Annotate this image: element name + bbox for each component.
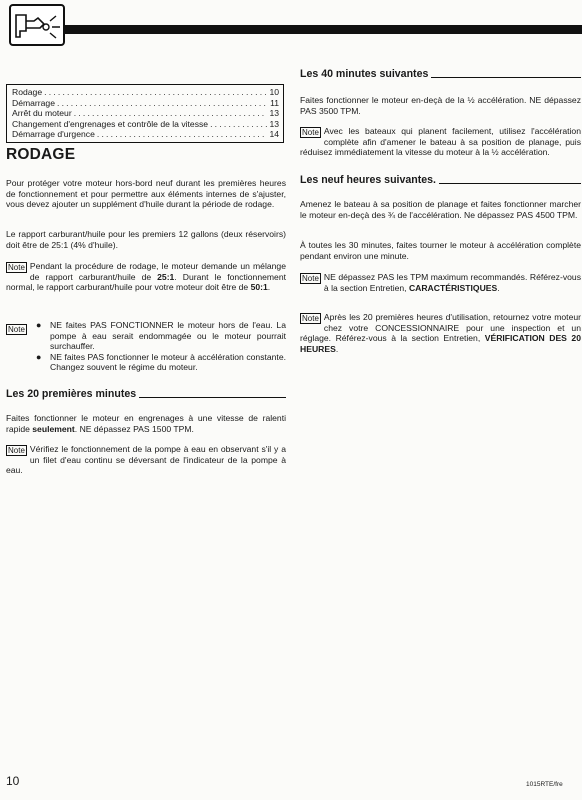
subheading-40min: Les 40 minutes suivantes <box>300 68 581 80</box>
paragraph-9h: Amenez le bateau à sa position de planage et faites fonctionner marcher le moteur en-deçà des ¾ de l'accélération. Ne dépassez PAS 4500 TPM. <box>300 199 581 220</box>
toc-item[interactable]: Changement d'engrenages et contrôle de la vitesse ..... 13 <box>12 119 279 130</box>
note-label: Note <box>302 314 319 323</box>
list-item: ● NE faites PAS FONCTIONNER le moteur hors de l'eau. La pompe à eau serait endommagée ou le moteur pourrait surchauffer. <box>36 320 286 352</box>
note-water-pump: Note Vérifiez le fonctionnement de la pompe à eau en observant s'il y a un filet d'eau continu se déversant de l'indicateur de la pompe à eau. <box>6 444 286 476</box>
note-planing: Note Avec les bateaux qui planent facilement, utilisez l'accélération complète afin d'amener le bateau à sa position de planage, puis réduisez immédiatement la vitesse du moteur à la ½ accélération. <box>300 126 581 158</box>
toc-item[interactable]: Démarrage ..... 11 <box>12 98 279 109</box>
note-ratio: Note Pendant la procédure de rodage, le moteur demande un mélange de rapport carburant/huile de 25:1. Durant le fonctionnement normal, le rapport carburant/huile pour votre moteur doit être de 50:1. <box>6 261 287 293</box>
paragraph-30min: À toutes les 30 minutes, faites tourner le moteur à accélération complète pendant environ une minute. <box>300 240 581 261</box>
document-code: 1015RTE/fre <box>526 781 563 788</box>
paragraph-40min: Faites fonctionner le moteur en-deçà de la ½ accélération. NE dépassez PAS 3500 TPM. <box>300 95 581 116</box>
intro-paragraph: Pour protéger votre moteur hors-bord neuf durant les premières heures de fonctionnement et pour permettre aux éléments internes de s'ajuster, vous devez ajouter un supplément d'huile durant la période de rodage. <box>6 178 286 210</box>
toc-item[interactable]: Arrêt du moteur ..... 13 <box>12 108 279 119</box>
subheading-20min: Les 20 premières minutes <box>6 388 286 400</box>
note-max-rpm: Note NE dépassez PAS les TPM maximum recommandés. Référez-vous à la section Entretien, CARACTÉRISTIQUES. <box>302 272 581 293</box>
outboard-motor-icon <box>8 3 66 47</box>
page-number: 10 <box>6 774 20 788</box>
note-label: Note <box>8 263 25 272</box>
subheading-9h: Les neuf heures suivantes. <box>300 174 581 186</box>
toc-item[interactable]: Rodage ..... 10 <box>12 87 279 98</box>
note-20h-check: Note Après les 20 premières heures d'utilisation, retournez votre moteur chez votre CONCESSIONNAIRE pour une inspection et un réglage. Référez-vous à la section Entretien, VÉRIFICATION DES 20 HEURES. <box>300 312 581 354</box>
header-rule <box>64 25 582 34</box>
note-label: Note <box>302 128 319 137</box>
paragraph-20min: Faites fonctionner le moteur en engrenages à une vitesse de ralenti rapide seulement. NE dépassez PAS 1500 TPM. <box>6 413 286 434</box>
note-label: Note <box>8 446 25 455</box>
table-of-contents <box>6 84 284 143</box>
note-label: Note <box>8 325 25 334</box>
list-item: ● NE faites PAS fonctionner le moteur à accélération constante. Changez souvent le régime du moteur. <box>36 351 286 373</box>
note-label: Note <box>302 274 319 283</box>
toc-item[interactable]: Démarrage d'urgence ..... 14 <box>12 129 279 140</box>
section-title: RODAGE <box>6 146 76 163</box>
ratio-paragraph: Le rapport carburant/huile pour les premiers 12 gallons (deux réservoirs) doit être de 25:1 (4% d'huile). <box>6 229 286 250</box>
